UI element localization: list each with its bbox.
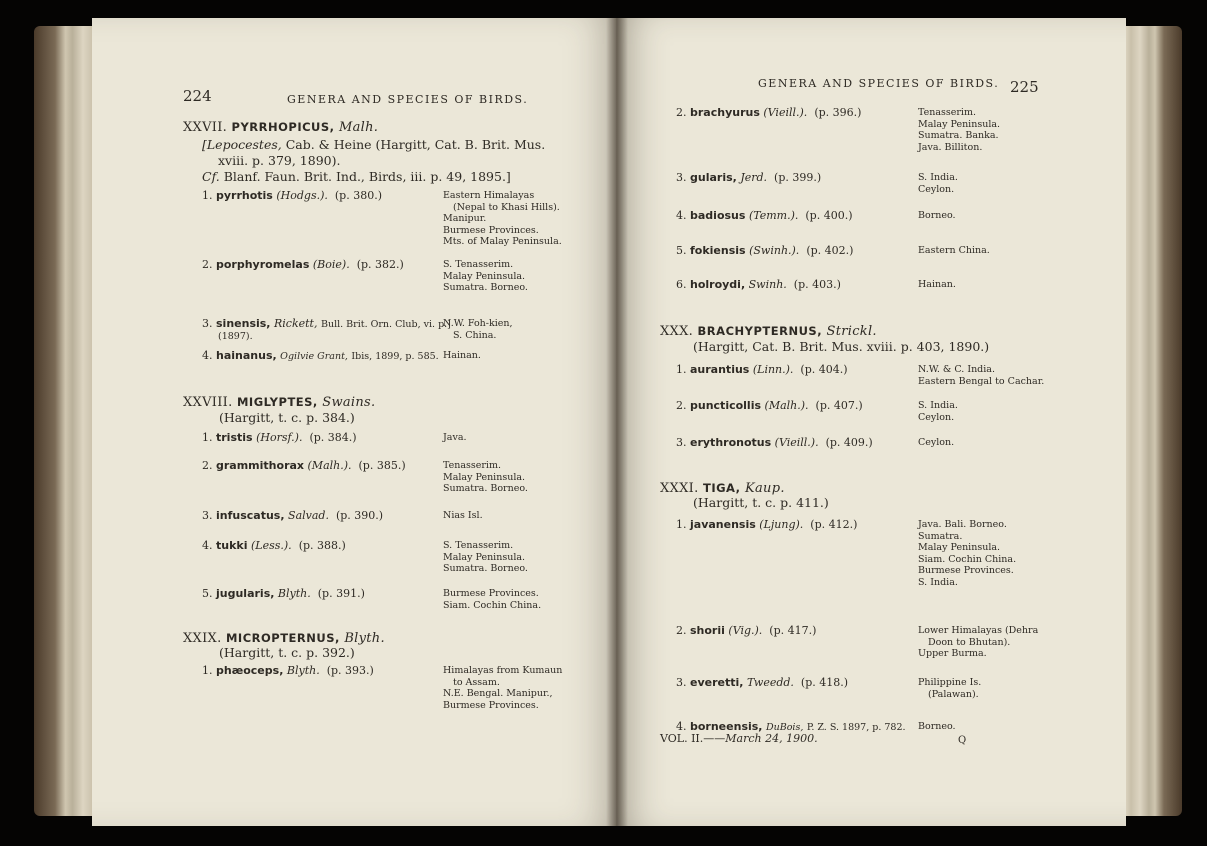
species-entry: 4. tukki (Less.). (p. 388.): [202, 539, 346, 552]
section-heading: XXXI. TIGA, Kaup.: [660, 481, 785, 496]
footer-volume: VOL. II.——March 24, 1900.: [660, 732, 818, 745]
species-entry: 2. porphyromelas (Boie). (p. 382.): [202, 258, 404, 271]
species-entry: 4. borneensis, DuBois, P. Z. S. 1897, p. 782.: [676, 720, 906, 733]
species-entry: 3. gularis, Jerd. (p. 399.): [676, 171, 822, 184]
right-page: [616, 18, 1126, 826]
section-reference: Cf. Blanf. Faun. Brit. Ind., Birds, iii. p. 49, 1895.]: [202, 169, 511, 184]
signature-mark: Q: [958, 735, 967, 746]
section-reference: (Hargitt, t. c. p. 384.): [219, 410, 355, 425]
species-entry: 2. shorii (Vig.). (p. 417.): [676, 624, 817, 637]
species-entry: 4. hainanus, Ogilvie Grant, Ibis, 1899, p. 585.: [202, 349, 439, 362]
page-number-left: 224: [183, 87, 212, 105]
species-entry: 5. jugularis, Blyth. (p. 391.): [202, 587, 365, 600]
running-head-left: GENERA AND SPECIES OF BIRDS.: [287, 93, 529, 106]
distribution: S. India. Ceylon.: [918, 172, 958, 195]
distribution: Tenasserim. Malay Peninsula. Sumatra. Borneo.: [443, 460, 528, 494]
section-heading: XXVIII. MIGLYPTES, Swains.: [183, 395, 376, 410]
distribution: S. Tenasserim. Malay Peninsula. Sumatra. Borneo.: [443, 540, 528, 574]
distribution: Nias Isl.: [443, 510, 483, 521]
distribution: Borneo.: [918, 210, 956, 221]
distribution: Hainan.: [443, 350, 481, 361]
species-entry: 2. brachyurus (Vieill.). (p. 396.): [676, 106, 862, 119]
distribution: N.W. & C. India. Eastern Bengal to Cachar.: [918, 364, 1045, 387]
distribution: Burmese Provinces. Siam. Cochin China.: [443, 588, 542, 611]
species-entry: 3. infuscatus, Salvad. (p. 390.): [202, 509, 384, 522]
distribution: Java. Bali. Borneo. Sumatra. Malay Peninsula. Siam. Cochin China. Burmese Provinces. S. India.: [918, 519, 1017, 588]
section-reference: (Hargitt, t. c. p. 392.): [219, 645, 355, 660]
book-gutter: [606, 18, 628, 826]
species-entry: 2. grammithorax (Malh.). (p. 385.): [202, 459, 406, 472]
section-heading: XXX. BRACHYPTERNUS, Strickl.: [660, 324, 877, 339]
species-entry: 1. pyrrhotis (Hodgs.). (p. 380.): [202, 189, 383, 202]
species-ref-continued: (1897).: [218, 331, 253, 342]
page-number-right: 225: [1010, 78, 1039, 96]
distribution: Eastern China.: [918, 245, 990, 256]
section-reference: (Hargitt, t. c. p. 411.): [693, 495, 829, 510]
species-entry: 6. holroydi, Swinh. (p. 403.): [676, 278, 841, 291]
section-heading: XXVII. PYRRHOPICUS, Malh.: [183, 120, 379, 135]
section-reference: (Hargitt, Cat. B. Brit. Mus. xviii. p. 403, 1890.): [693, 339, 990, 354]
page-edges-right: [1122, 26, 1182, 816]
distribution: S. India. Ceylon.: [918, 400, 958, 423]
distribution: Philippine Is. (Palawan).: [918, 677, 982, 700]
species-entry: 3. erythronotus (Vieill.). (p. 409.): [676, 436, 873, 449]
running-head-right: GENERA AND SPECIES OF BIRDS.: [758, 77, 1000, 90]
distribution: Tenasserim. Malay Peninsula. Sumatra. Banka. Java. Billiton.: [918, 107, 1001, 153]
distribution: Himalayas from Kumaun to Assam. N.E. Bengal. Manipur., Burmese Provinces.: [443, 665, 563, 711]
distribution: Eastern Himalayas (Nepal to Khasi Hills). Manipur. Burmese Provinces. Mts. of Malay Peninsula.: [443, 190, 562, 247]
species-entry: 1. phæoceps, Blyth. (p. 393.): [202, 664, 374, 677]
species-entry: 1. javanensis (Ljung). (p. 412.): [676, 518, 858, 531]
species-entry: 2. puncticollis (Malh.). (p. 407.): [676, 399, 863, 412]
species-entry: 1. aurantius (Linn.). (p. 404.): [676, 363, 848, 376]
distribution: Java.: [443, 432, 467, 443]
species-entry: 4. badiosus (Temm.). (p. 400.): [676, 209, 853, 222]
distribution: N.W. Foh-kien, S. China.: [443, 318, 513, 341]
section-heading: XXIX. MICROPTERNUS, Blyth.: [183, 631, 385, 646]
species-entry: 1. tristis (Horsf.). (p. 384.): [202, 431, 357, 444]
species-entry: 3. everetti, Tweedd. (p. 418.): [676, 676, 849, 689]
species-entry: 5. fokiensis (Swinh.). (p. 402.): [676, 244, 854, 257]
section-reference: [Lepocestes, Cab. & Heine (Hargitt, Cat. B. Brit. Mus.: [202, 137, 546, 152]
distribution: Borneo.: [918, 721, 956, 732]
distribution: Hainan.: [918, 279, 956, 290]
distribution: Ceylon.: [918, 437, 955, 448]
distribution: S. Tenasserim. Malay Peninsula. Sumatra. Borneo.: [443, 259, 528, 293]
distribution: Lower Himalayas (Dehra Doon to Bhutan). Upper Burma.: [918, 625, 1039, 659]
species-entry: 3. sinensis, Rickett, Bull. Brit. Orn. Club, vi. p.]: [202, 317, 451, 330]
section-reference: xviii. p. 379, 1890).: [218, 153, 341, 168]
